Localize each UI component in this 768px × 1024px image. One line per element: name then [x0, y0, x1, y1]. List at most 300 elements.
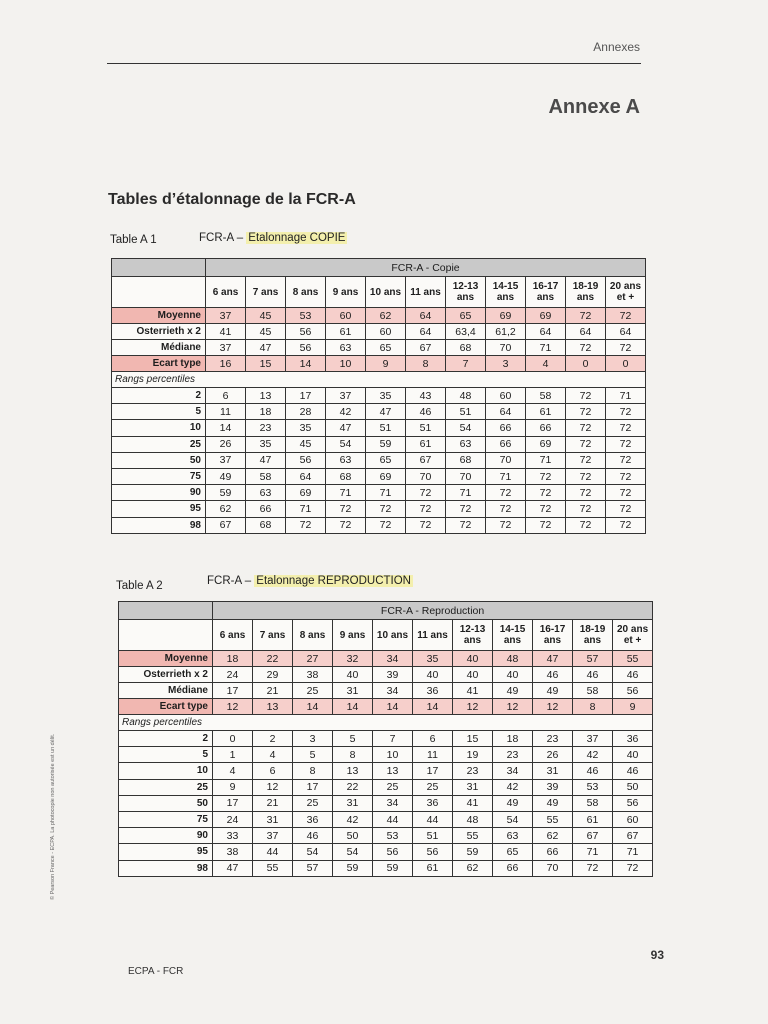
- stat-cell: 72: [566, 308, 606, 324]
- percentile-cell: 66: [246, 501, 286, 517]
- stat-cell: 9: [366, 356, 406, 372]
- column-header: 12-13 ans: [446, 277, 486, 308]
- column-header: 9 ans: [326, 277, 366, 308]
- percentile-cell: 14: [206, 420, 246, 436]
- percentile-label: 50: [112, 452, 206, 468]
- table2-subtitle-prefix: FCR-A –: [207, 575, 255, 587]
- stat-label: Médiane: [112, 340, 206, 356]
- stat-cell: 27: [293, 651, 333, 667]
- percentile-row: [112, 468, 646, 484]
- percentile-header-row: [112, 372, 646, 388]
- percentile-cell: 61: [573, 811, 613, 827]
- column-header-row: [119, 620, 653, 651]
- percentile-cell: 62: [453, 860, 493, 876]
- percentile-label: 98: [112, 517, 206, 533]
- stat-row: [119, 651, 653, 667]
- percentile-cell: 44: [413, 811, 453, 827]
- percentile-row: [119, 731, 653, 747]
- percentile-cell: 65: [366, 452, 406, 468]
- column-header: 10 ans: [373, 620, 413, 651]
- percentile-cell: 8: [333, 747, 373, 763]
- percentile-cell: 72: [326, 501, 366, 517]
- percentile-cell: 56: [413, 844, 453, 860]
- stat-cell: 56: [286, 324, 326, 340]
- percentile-cell: 23: [246, 420, 286, 436]
- percentile-row: [112, 501, 646, 517]
- percentile-label: 90: [119, 828, 213, 844]
- percentile-cell: 18: [246, 404, 286, 420]
- percentile-cell: 58: [573, 795, 613, 811]
- stat-cell: 58: [573, 683, 613, 699]
- table-caption-row: [112, 259, 646, 277]
- header-blank-cell: [112, 277, 206, 308]
- percentile-cell: 61: [526, 404, 566, 420]
- percentile-cell: 72: [566, 388, 606, 404]
- percentile-row: [112, 517, 646, 533]
- running-header: Annexes: [593, 40, 640, 54]
- stat-cell: 41: [453, 683, 493, 699]
- percentile-cell: 72: [406, 501, 446, 517]
- stat-cell: 68: [446, 340, 486, 356]
- stat-cell: 9: [613, 699, 653, 715]
- stat-cell: 60: [326, 308, 366, 324]
- stat-cell: 14: [293, 699, 333, 715]
- percentile-cell: 50: [333, 828, 373, 844]
- stat-cell: 64: [526, 324, 566, 340]
- percentile-cell: 42: [493, 779, 533, 795]
- column-header: 18-19 ans: [566, 277, 606, 308]
- table1-subtitle-prefix: FCR-A –: [199, 232, 247, 244]
- percentile-cell: 37: [326, 388, 366, 404]
- percentile-cell: 10: [373, 747, 413, 763]
- percentile-cell: 72: [606, 420, 646, 436]
- percentile-cell: 26: [533, 747, 573, 763]
- percentile-cell: 55: [533, 811, 573, 827]
- percentile-row: [119, 779, 653, 795]
- stat-cell: 60: [366, 324, 406, 340]
- percentile-cell: 62: [206, 501, 246, 517]
- percentile-cell: 44: [373, 811, 413, 827]
- stat-cell: 70: [486, 340, 526, 356]
- percentile-cell: 13: [373, 763, 413, 779]
- percentile-cell: 72: [606, 452, 646, 468]
- percentile-cell: 45: [286, 436, 326, 452]
- stat-cell: 69: [526, 308, 566, 324]
- stat-label: Osterrieth x 2: [119, 667, 213, 683]
- percentile-cell: 5: [293, 747, 333, 763]
- percentile-cell: 58: [526, 388, 566, 404]
- percentile-cell: 72: [606, 436, 646, 452]
- stat-cell: 46: [533, 667, 573, 683]
- stat-row: [119, 683, 653, 699]
- percentile-cell: 71: [486, 468, 526, 484]
- percentile-row: [119, 811, 653, 827]
- percentile-row: [119, 828, 653, 844]
- percentile-cell: 72: [486, 485, 526, 501]
- stat-cell: 12: [213, 699, 253, 715]
- stat-cell: 0: [566, 356, 606, 372]
- percentile-row: [112, 485, 646, 501]
- percentile-cell: 68: [446, 452, 486, 468]
- percentile-cell: 42: [326, 404, 366, 420]
- percentile-cell: 54: [293, 844, 333, 860]
- column-header: 11 ans: [406, 277, 446, 308]
- percentile-cell: 17: [413, 763, 453, 779]
- stat-cell: 16: [206, 356, 246, 372]
- percentile-cell: 25: [373, 779, 413, 795]
- percentile-cell: 9: [213, 779, 253, 795]
- percentile-cell: 66: [486, 436, 526, 452]
- stat-cell: 34: [373, 651, 413, 667]
- percentile-cell: 34: [493, 763, 533, 779]
- stat-cell: 12: [533, 699, 573, 715]
- percentile-header: Rangs percentiles: [112, 372, 646, 388]
- percentile-cell: 23: [453, 763, 493, 779]
- stat-cell: 61: [326, 324, 366, 340]
- stat-cell: 67: [406, 340, 446, 356]
- percentile-cell: 72: [606, 404, 646, 420]
- percentile-cell: 17: [286, 388, 326, 404]
- percentile-cell: 11: [413, 747, 453, 763]
- column-header: 12-13 ans: [453, 620, 493, 651]
- percentile-cell: 35: [246, 436, 286, 452]
- percentile-cell: 72: [486, 517, 526, 533]
- percentile-cell: 8: [293, 763, 333, 779]
- percentile-row: [112, 404, 646, 420]
- percentile-cell: 72: [566, 436, 606, 452]
- percentile-cell: 4: [213, 763, 253, 779]
- percentile-cell: 71: [526, 452, 566, 468]
- column-header-row: [112, 277, 646, 308]
- percentile-cell: 70: [406, 468, 446, 484]
- percentile-cell: 59: [373, 860, 413, 876]
- table1-subtitle-highlight: Etalonnage COPIE: [248, 232, 346, 244]
- stat-row: [119, 667, 653, 683]
- percentile-cell: 48: [453, 811, 493, 827]
- percentile-cell: 55: [453, 828, 493, 844]
- percentile-cell: 31: [453, 779, 493, 795]
- table1-subtitle: [199, 232, 347, 244]
- percentile-cell: 26: [206, 436, 246, 452]
- column-header: 16-17 ans: [533, 620, 573, 651]
- percentile-cell: 25: [413, 779, 453, 795]
- percentile-cell: 51: [366, 420, 406, 436]
- percentile-cell: 13: [246, 388, 286, 404]
- percentile-cell: 23: [533, 731, 573, 747]
- percentile-cell: 59: [333, 860, 373, 876]
- stat-cell: 40: [493, 667, 533, 683]
- percentile-row: [112, 388, 646, 404]
- header-rule: [107, 63, 641, 64]
- percentile-cell: 56: [613, 795, 653, 811]
- stat-cell: 64: [566, 324, 606, 340]
- percentile-cell: 72: [526, 517, 566, 533]
- stat-cell: 14: [286, 356, 326, 372]
- percentile-cell: 54: [493, 811, 533, 827]
- stat-cell: 29: [253, 667, 293, 683]
- percentile-cell: 47: [326, 420, 366, 436]
- percentile-cell: 72: [566, 501, 606, 517]
- stat-cell: 49: [533, 683, 573, 699]
- percentile-cell: 25: [293, 795, 333, 811]
- percentile-cell: 2: [253, 731, 293, 747]
- percentile-label: 90: [112, 485, 206, 501]
- percentile-label: 75: [119, 811, 213, 827]
- percentile-cell: 46: [293, 828, 333, 844]
- stat-row: [112, 356, 646, 372]
- stat-cell: 32: [333, 651, 373, 667]
- percentile-cell: 43: [406, 388, 446, 404]
- percentile-cell: 72: [606, 517, 646, 533]
- percentile-cell: 7: [373, 731, 413, 747]
- percentile-cell: 60: [486, 388, 526, 404]
- percentile-cell: 36: [413, 795, 453, 811]
- percentile-cell: 72: [566, 485, 606, 501]
- percentile-cell: 46: [573, 763, 613, 779]
- percentile-cell: 31: [533, 763, 573, 779]
- percentile-cell: 31: [253, 811, 293, 827]
- stat-cell: 62: [366, 308, 406, 324]
- stat-cell: 45: [246, 308, 286, 324]
- percentile-label: 95: [112, 501, 206, 517]
- percentile-row: [112, 452, 646, 468]
- percentile-cell: 72: [446, 517, 486, 533]
- percentile-cell: 31: [333, 795, 373, 811]
- stat-cell: 55: [613, 651, 653, 667]
- percentile-cell: 72: [566, 517, 606, 533]
- percentile-cell: 11: [206, 404, 246, 420]
- percentile-cell: 59: [453, 844, 493, 860]
- stat-cell: 13: [253, 699, 293, 715]
- stat-label: Osterrieth x 2: [112, 324, 206, 340]
- percentile-label: 2: [112, 388, 206, 404]
- column-header: 8 ans: [293, 620, 333, 651]
- percentile-cell: 67: [573, 828, 613, 844]
- percentile-cell: 63: [246, 485, 286, 501]
- table-a2: [118, 601, 653, 877]
- percentile-cell: 23: [493, 747, 533, 763]
- stat-cell: 46: [573, 667, 613, 683]
- percentile-cell: 61: [413, 860, 453, 876]
- percentile-cell: 49: [493, 795, 533, 811]
- percentile-cell: 72: [566, 420, 606, 436]
- percentile-label: 25: [112, 436, 206, 452]
- percentile-cell: 70: [533, 860, 573, 876]
- stat-cell: 53: [286, 308, 326, 324]
- percentile-cell: 71: [326, 485, 366, 501]
- table-caption: FCR-A - Copie: [206, 259, 646, 277]
- percentile-cell: 72: [406, 485, 446, 501]
- percentile-cell: 49: [533, 795, 573, 811]
- column-header: 20 ans et +: [613, 620, 653, 651]
- percentile-cell: 42: [333, 811, 373, 827]
- stat-label: Moyenne: [119, 651, 213, 667]
- percentile-cell: 72: [613, 860, 653, 876]
- percentile-cell: 15: [453, 731, 493, 747]
- stat-cell: 8: [573, 699, 613, 715]
- percentile-cell: 63: [493, 828, 533, 844]
- percentile-cell: 34: [373, 795, 413, 811]
- stat-cell: 10: [326, 356, 366, 372]
- column-header: 18-19 ans: [573, 620, 613, 651]
- table-a1: [111, 258, 646, 534]
- percentile-cell: 72: [486, 501, 526, 517]
- percentile-cell: 58: [246, 468, 286, 484]
- percentile-cell: 55: [253, 860, 293, 876]
- stat-cell: 72: [566, 340, 606, 356]
- stat-cell: 14: [413, 699, 453, 715]
- stat-cell: 8: [406, 356, 446, 372]
- percentile-cell: 54: [333, 844, 373, 860]
- percentile-cell: 72: [526, 468, 566, 484]
- percentile-cell: 47: [246, 452, 286, 468]
- percentile-label: 98: [119, 860, 213, 876]
- percentile-cell: 18: [493, 731, 533, 747]
- caption-blank-cell: [119, 602, 213, 620]
- stat-cell: 39: [373, 667, 413, 683]
- stat-label: Ecart type: [119, 699, 213, 715]
- percentile-row: [112, 420, 646, 436]
- percentile-cell: 4: [253, 747, 293, 763]
- stat-cell: 17: [213, 683, 253, 699]
- percentile-cell: 71: [606, 388, 646, 404]
- table2-subtitle-highlight: Etalonnage REPRODUCTION: [256, 575, 411, 587]
- stat-cell: 69: [486, 308, 526, 324]
- stat-cell: 15: [246, 356, 286, 372]
- percentile-cell: 13: [333, 763, 373, 779]
- stat-cell: 64: [606, 324, 646, 340]
- percentile-cell: 66: [526, 420, 566, 436]
- percentile-cell: 70: [446, 468, 486, 484]
- stat-cell: 31: [333, 683, 373, 699]
- stat-row: [112, 308, 646, 324]
- percentile-cell: 63: [446, 436, 486, 452]
- stat-cell: 56: [286, 340, 326, 356]
- column-header: 7 ans: [246, 277, 286, 308]
- table-caption-row: [119, 602, 653, 620]
- percentile-label: 50: [119, 795, 213, 811]
- stat-cell: 3: [486, 356, 526, 372]
- percentile-cell: 39: [533, 779, 573, 795]
- column-header: 9 ans: [333, 620, 373, 651]
- stat-cell: 4: [526, 356, 566, 372]
- stat-cell: 40: [453, 651, 493, 667]
- stat-label: Ecart type: [112, 356, 206, 372]
- percentile-cell: 6: [253, 763, 293, 779]
- column-header: 8 ans: [286, 277, 326, 308]
- percentile-cell: 67: [206, 517, 246, 533]
- percentile-cell: 33: [213, 828, 253, 844]
- percentile-cell: 36: [293, 811, 333, 827]
- percentile-label: 25: [119, 779, 213, 795]
- percentile-header: Rangs percentiles: [119, 715, 653, 731]
- column-header: 16-17 ans: [526, 277, 566, 308]
- column-header: 10 ans: [366, 277, 406, 308]
- percentile-header-row: [119, 715, 653, 731]
- percentile-cell: 64: [286, 468, 326, 484]
- percentile-cell: 0: [213, 731, 253, 747]
- percentile-cell: 35: [286, 420, 326, 436]
- column-header: 7 ans: [253, 620, 293, 651]
- stat-row: [119, 699, 653, 715]
- annex-title: Annexe A: [548, 96, 640, 118]
- percentile-cell: 72: [606, 501, 646, 517]
- percentile-cell: 56: [373, 844, 413, 860]
- stat-cell: 64: [406, 308, 446, 324]
- percentile-cell: 54: [446, 420, 486, 436]
- percentile-row: [119, 860, 653, 876]
- percentile-cell: 17: [213, 795, 253, 811]
- percentile-cell: 66: [486, 420, 526, 436]
- column-header: 11 ans: [413, 620, 453, 651]
- percentile-cell: 51: [406, 420, 446, 436]
- stat-cell: 21: [253, 683, 293, 699]
- table-caption: FCR-A - Reproduction: [213, 602, 653, 620]
- stat-cell: 12: [453, 699, 493, 715]
- stat-cell: 37: [206, 340, 246, 356]
- stat-row: [112, 324, 646, 340]
- page-number: 93: [650, 948, 664, 962]
- percentile-cell: 72: [606, 468, 646, 484]
- column-header: 14-15 ans: [486, 277, 526, 308]
- column-header: 6 ans: [206, 277, 246, 308]
- stat-cell: 14: [333, 699, 373, 715]
- percentile-cell: 72: [526, 501, 566, 517]
- stat-cell: 72: [606, 308, 646, 324]
- stat-cell: 36: [413, 683, 453, 699]
- percentile-cell: 37: [573, 731, 613, 747]
- stat-cell: 14: [373, 699, 413, 715]
- stat-row: [112, 340, 646, 356]
- percentile-cell: 57: [293, 860, 333, 876]
- copyright-margin-note: © Pearson France - ECPA. La photocopie non autorisée est un délit.: [50, 733, 56, 900]
- percentile-cell: 71: [366, 485, 406, 501]
- stat-cell: 40: [453, 667, 493, 683]
- footer-text: ECPA - FCR: [128, 966, 184, 977]
- percentile-label: 5: [112, 404, 206, 420]
- column-header: 14-15 ans: [493, 620, 533, 651]
- percentile-cell: 71: [446, 485, 486, 501]
- percentile-label: 75: [112, 468, 206, 484]
- percentile-cell: 72: [606, 485, 646, 501]
- percentile-cell: 44: [253, 844, 293, 860]
- percentile-cell: 48: [446, 388, 486, 404]
- percentile-cell: 12: [253, 779, 293, 795]
- percentile-cell: 72: [406, 517, 446, 533]
- percentile-cell: 69: [286, 485, 326, 501]
- column-header: 6 ans: [213, 620, 253, 651]
- percentile-cell: 56: [286, 452, 326, 468]
- percentile-cell: 70: [486, 452, 526, 468]
- stat-cell: 37: [206, 308, 246, 324]
- percentile-cell: 35: [366, 388, 406, 404]
- stat-cell: 64: [406, 324, 446, 340]
- percentile-cell: 72: [286, 517, 326, 533]
- table2-subtitle: [207, 575, 413, 587]
- percentile-cell: 5: [333, 731, 373, 747]
- percentile-cell: 37: [206, 452, 246, 468]
- header-blank-cell: [119, 620, 213, 651]
- percentile-cell: 53: [373, 828, 413, 844]
- percentile-cell: 63: [326, 452, 366, 468]
- stat-cell: 24: [213, 667, 253, 683]
- stat-cell: 45: [246, 324, 286, 340]
- percentile-cell: 72: [566, 404, 606, 420]
- percentile-cell: 17: [293, 779, 333, 795]
- percentile-cell: 60: [613, 811, 653, 827]
- percentile-cell: 69: [366, 468, 406, 484]
- percentile-label: 10: [112, 420, 206, 436]
